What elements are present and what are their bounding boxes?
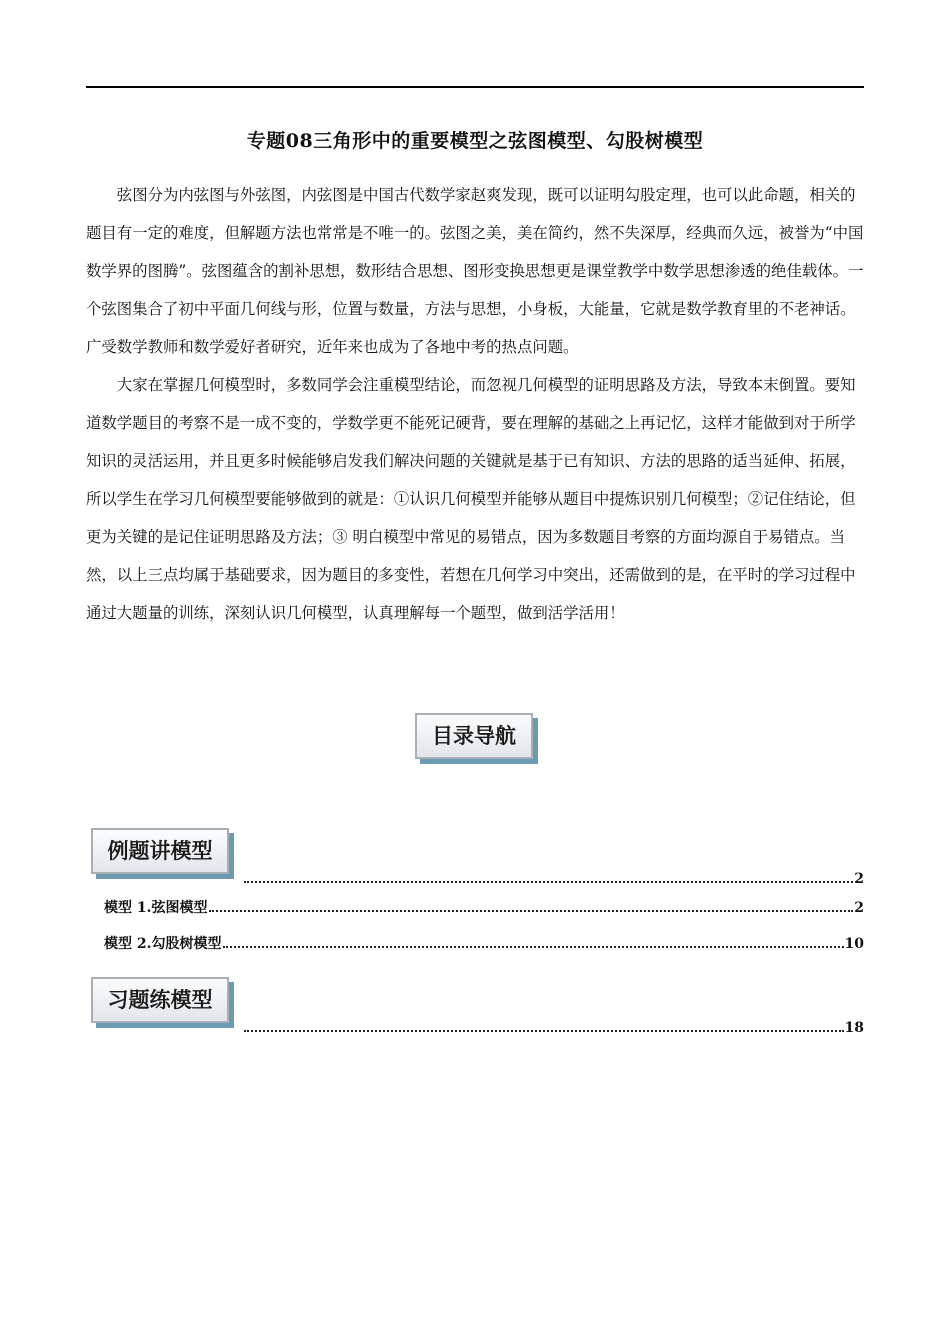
toc-leader-dots (209, 910, 854, 912)
toc-entry-label: 模型 1.弦图模型 (104, 900, 208, 916)
examples-section-badge: 例题讲模型 (91, 828, 229, 874)
toc-entry-model-1[interactable] (104, 897, 864, 917)
intro-paragraph-1: 弦图分为内弦图与外弦图，内弦图是中国古代数学家赵爽发现，既可以证明勾股定理，也可以此命题，相关的题目有一定的难度，但解题方法也常常是不唯一的。弦图之美，美在简约，然不失深厚，经典而久远，被誉为“中国数学界的图腾”。弦图蕴含的割补思想，数形结合思想、图形变换思想更是课堂教学中数学思想渗透的绝佳载体。一个弦图集合了初中平面几何线与形，位置与数量，方法与思想，小身板，大能量，它就是数学教育里的不老神话。广受数学教师和数学爱好者研究，近年来也成为了各地中考的热点问题。 (86, 186, 864, 356)
toc-page-number: 18 (844, 1020, 864, 1036)
toc-page-number: 2 (854, 900, 864, 916)
toc-page-number: 2 (854, 871, 864, 887)
toc-entry-label: 模型 2.勾股树模型 (104, 936, 222, 952)
toc-entry-practice[interactable] (243, 1020, 864, 1036)
toc-leader-dots (223, 946, 844, 948)
practice-section-badge: 习题练模型 (91, 977, 229, 1023)
toc-leader-dots (244, 1030, 844, 1032)
intro-paragraph-2: 大家在掌握几何模型时，多数同学会注重模型结论，而忽视几何模型的证明思路及方法，导致本末倒置。要知道数学题目的考察不是一成不变的，学数学更不能死记硬背，要在理解的基础之上再记忆，这样才能做到对于所学知识的灵活运用，并且更多时候能够启发我们解决问题的关键就是基于已有知识、方法的思路的适当延伸、拓展，所以学生在学习几何模型要能够做到的就是：①认识几何模型并能够从题目中提炼识别几何模型；②记住结论，但更为关键的是记住证明思路及方法；③ 明白模型中常见的易错点，因为多数题目考察的方面均源自于易错点。当然，以上三点均属于基础要求，因为题目的多变性，若想在几何学习中突出，还需做到的是，在平时的学习过程中通过大题量的训练，深刻认识几何模型，认真理解每一个题型，做到活学活用！ (86, 376, 856, 622)
intro-text (86, 176, 866, 632)
toc-page-number: 10 (844, 936, 864, 952)
toc-nav-badge: 目录导航 (415, 713, 533, 759)
document-title: 专题08三角形中的重要模型之弦图模型、勾股树模型 (246, 130, 704, 152)
toc-entry-model-2[interactable] (104, 933, 864, 953)
header-rule (86, 86, 864, 88)
toc-entry-examples[interactable] (243, 871, 864, 887)
toc-leader-dots (244, 881, 853, 883)
